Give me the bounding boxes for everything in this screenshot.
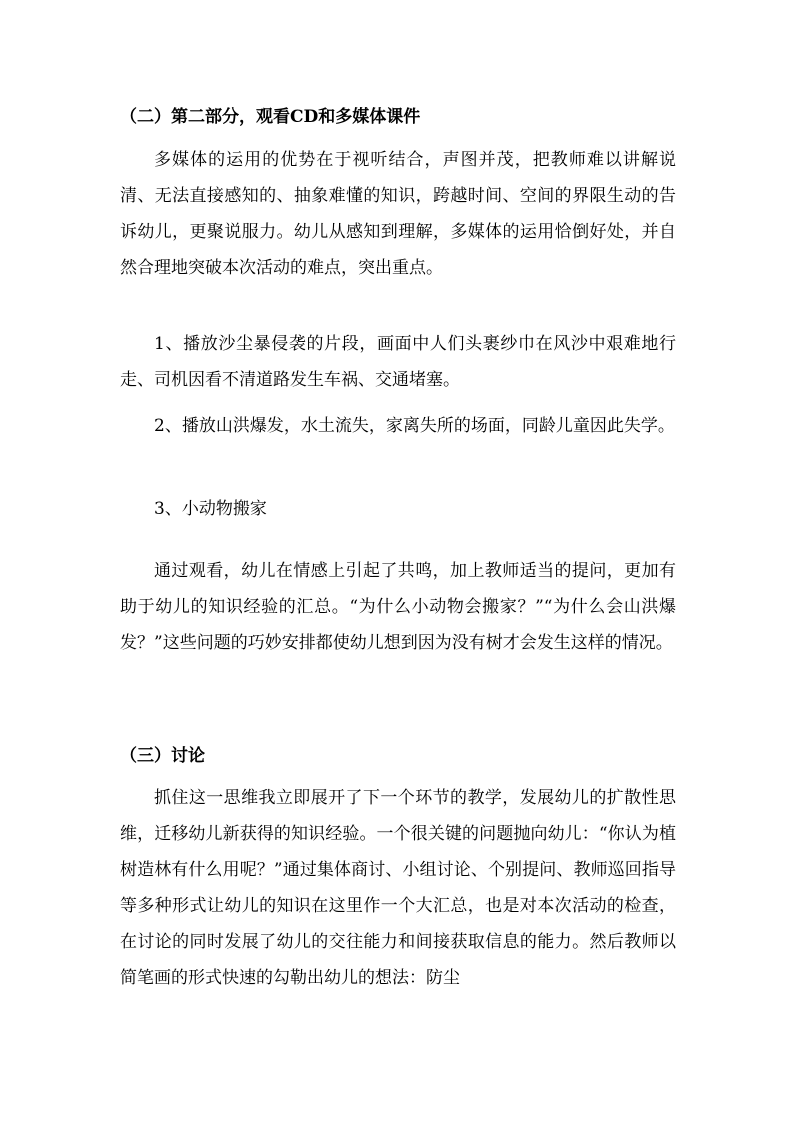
list-item-3: 3、小动物搬家 xyxy=(154,499,267,519)
section-3-body-paragraph: 抓住这一思维我立即展开了下一个环节的教学，发展幼儿的扩散性思维，迁移幼儿新获得的知识经验。一个很关键的问题抛向幼儿：“你认为植树造林有什么用呢？”通过集体商讨、小组讨论、个别提问、教师巡回指导等多种形式让幼儿的知识在这里作一个大汇总，也是对本次活动的检查，在讨论的同时发展了幼儿的交往能力和间接获取信息的能力。然后教师以简笔画的形式快速的勾勒出幼儿的想法：防尘 xyxy=(120,788,676,988)
section-2-summary-paragraph: 通过观看，幼儿在情感上引起了共鸣，加上教师适当的提问，更加有助于幼儿的知识经验的汇总。“为什么小动物会搬家？”“为什么会山洪爆发？”这些问题的巧妙安排都使幼儿想到因为没有树才会发生这样的情况。 xyxy=(120,561,676,653)
list-item-2: 2、播放山洪爆发，水土流失，家离失所的场面，同龄儿童因此失学。 xyxy=(154,416,675,436)
section-2-intro-paragraph: 多媒体的运用的优势在于视听结合，声图并茂，把教师难以讲解说清、无法直接感知的、抽象难懂的知识，跨越时间、空间的界限生动的告诉幼儿，更聚说服力。幼儿从感知到理解，多媒体的运用恰倒好处，并自然合理地突破本次活动的难点，突出重点。 xyxy=(120,150,676,278)
section-2-heading: （二）第二部分，观看CD和多媒体课件 xyxy=(120,107,421,127)
section-3-heading: （三）讨论 xyxy=(120,746,205,766)
list-item-1: 1、播放沙尘暴侵袭的片段，画面中人们头裹纱巾在风沙中艰难地行走、司机因看不清道路发生车祸、交通堵塞。 xyxy=(120,334,676,390)
